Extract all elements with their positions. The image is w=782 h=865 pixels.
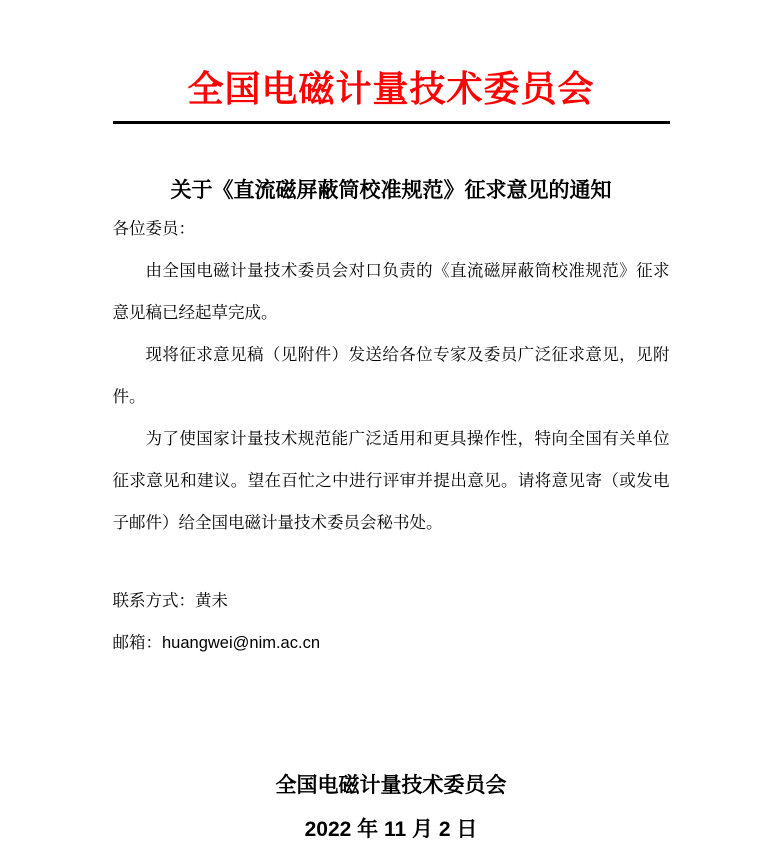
signature-committee: 全国电磁计量技术委员会 (275, 774, 507, 797)
notice-paragraph: 由全国电磁计量技术委员会对口负责的《直流磁屏蔽筒校准规范》征求意见稿已经起草完成。 (112, 262, 670, 322)
document-content (113, 0, 670, 852)
notice-body (113, 208, 670, 544)
contact-name-line: 联系方式：黄未 (112, 592, 228, 610)
contact-block (113, 580, 670, 664)
salutation: 各位委员： (112, 220, 195, 238)
notice-title: 关于《直流磁屏蔽筒校准规范》征求意见的通知 (170, 179, 612, 202)
notice-paragraph: 现将征求意见稿（见附件）发送给各位专家及委员广泛征求意见，见附件。 (112, 346, 670, 406)
title-divider (113, 121, 670, 124)
notice-paragraph: 为了使国家计量技术规范能广泛适用和更具操作性，特向全国有关单位征求意见和建议。望在百忙之中进行评审并提出意见。请将意见寄（或发电子邮件）给全国电磁计量技术委员会秘书处。 (112, 430, 670, 532)
signature-date: 2022 年 11 月 2 日 (304, 818, 478, 841)
email-address: huangwei@nim.ac.cn (162, 634, 320, 652)
signature-block (113, 764, 670, 852)
contact-email-line (113, 622, 670, 664)
committee-title: 全国电磁计量技术委员会 (187, 68, 595, 109)
email-label: 邮箱： (112, 634, 162, 652)
